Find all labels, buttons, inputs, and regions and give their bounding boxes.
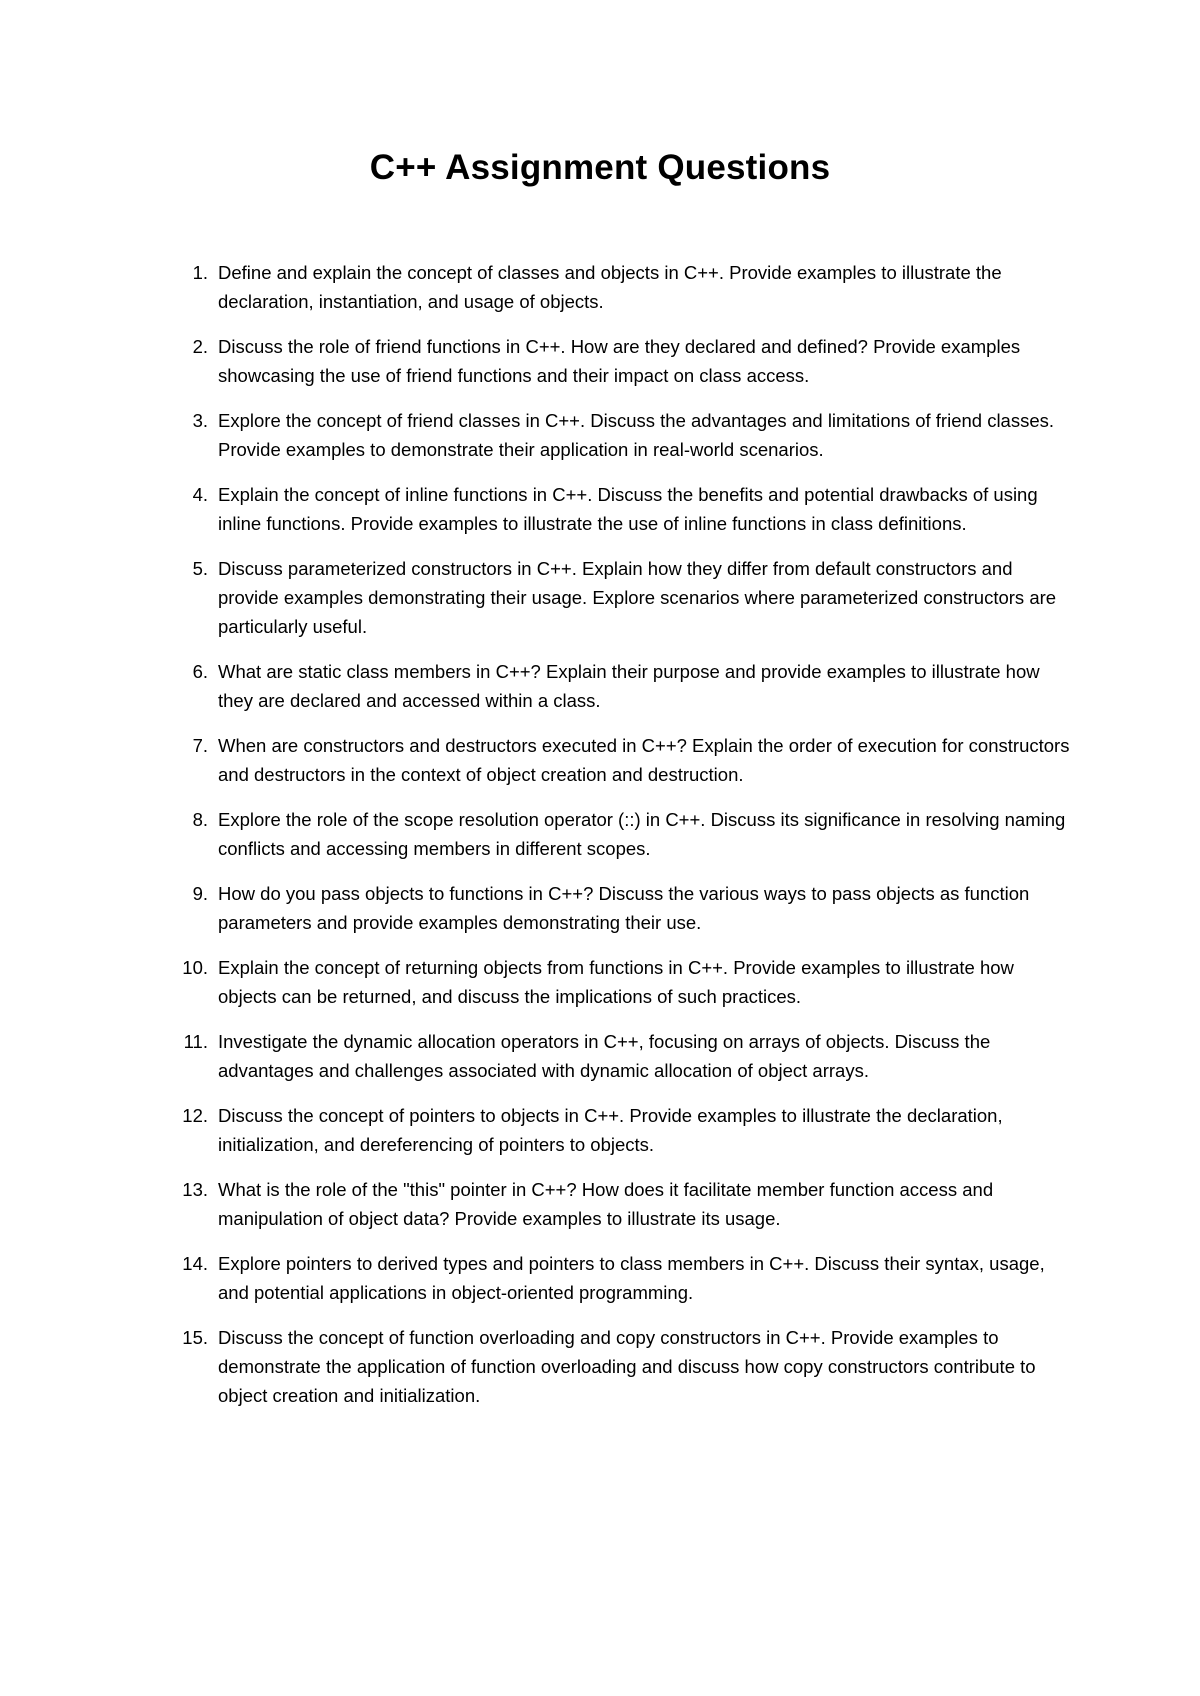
question-number: 11. [183, 1031, 208, 1052]
question-text: Explain the concept of inline functions in C++. Discuss the benefits and potential drawbacks of using inline functions. Provide examples to illustrate the use of inline functions in class definitions. [218, 484, 1038, 534]
question-number: 8. [192, 809, 208, 830]
question-item [176, 406, 1076, 464]
question-number: 2. [192, 336, 208, 357]
document-title: C++ Assignment Questions [369, 148, 831, 187]
question-item [176, 554, 1076, 641]
question-number: 9. [192, 883, 208, 904]
question-number: 13. [182, 1179, 208, 1200]
question-text: Discuss the concept of function overloading and copy constructors in C++. Provide examples to demonstrate the application of function overloading and discuss how copy constructors contribute to object creation and initialization. [218, 1327, 1036, 1406]
question-item [176, 953, 1076, 1011]
question-text: Discuss the role of friend functions in C++. How are they declared and defined? Provide examples showcasing the use of friend functions and their impact on class access. [218, 336, 1021, 386]
question-item [176, 480, 1076, 538]
question-text: Explore the concept of friend classes in C++. Discuss the advantages and limitations of friend classes. Provide examples to demonstrate their application in real-world scenarios. [218, 410, 1055, 460]
question-item [176, 1175, 1076, 1233]
question-number: 3. [192, 410, 208, 431]
question-number: 6. [192, 661, 208, 682]
question-text: Discuss parameterized constructors in C++. Explain how they differ from default constructors and provide examples demonstrating their usage. Explore scenarios where parameterized constructors are particularly useful. [218, 558, 1057, 637]
question-list [176, 258, 1076, 1426]
question-number: 1. [192, 262, 208, 283]
question-item [176, 1323, 1076, 1410]
question-item [176, 805, 1076, 863]
question-item [176, 879, 1076, 937]
question-number: 12. [182, 1105, 208, 1126]
question-number: 10. [182, 957, 208, 978]
question-text: When are constructors and destructors executed in C++? Explain the order of execution for constructors and destructors in the context of object creation and destruction. [218, 735, 1070, 785]
question-item [176, 1101, 1076, 1159]
question-text: Explore pointers to derived types and pointers to class members in C++. Discuss their syntax, usage, and potential applications in object-oriented programming. [218, 1253, 1045, 1303]
question-item [176, 258, 1076, 316]
question-text: What are static class members in C++? Explain their purpose and provide examples to illustrate how they are declared and accessed within a class. [218, 661, 1040, 711]
question-text: Explain the concept of returning objects from functions in C++. Provide examples to illustrate how objects can be returned, and discuss the implications of such practices. [218, 957, 1014, 1007]
question-item [176, 731, 1076, 789]
question-text: How do you pass objects to functions in C++? Discuss the various ways to pass objects as function parameters and provide examples demonstrating their use. [218, 883, 1030, 933]
question-item [176, 332, 1076, 390]
question-text: Explore the role of the scope resolution operator (::) in C++. Discuss its significance in resolving naming conflicts and accessing members in different scopes. [218, 809, 1066, 859]
question-number: 7. [192, 735, 208, 756]
question-item [176, 657, 1076, 715]
question-number: 5. [192, 558, 208, 579]
question-text: Discuss the concept of pointers to objects in C++. Provide examples to illustrate the declaration, initialization, and dereferencing of pointers to objects. [218, 1105, 1003, 1155]
question-text: Investigate the dynamic allocation operators in C++, focusing on arrays of objects. Discuss the advantages and challenges associated with dynamic allocation of object arrays. [218, 1031, 991, 1081]
question-number: 15. [182, 1327, 208, 1348]
question-text: Define and explain the concept of classes and objects in C++. Provide examples to illustrate the declaration, instantiation, and usage of objects. [218, 262, 1002, 312]
question-item [176, 1027, 1076, 1085]
question-number: 4. [192, 484, 208, 505]
question-text: What is the role of the "this" pointer in C++? How does it facilitate member function access and manipulation of object data? Provide examples to illustrate its usage. [218, 1179, 994, 1229]
question-number: 14. [182, 1253, 208, 1274]
question-item [176, 1249, 1076, 1307]
